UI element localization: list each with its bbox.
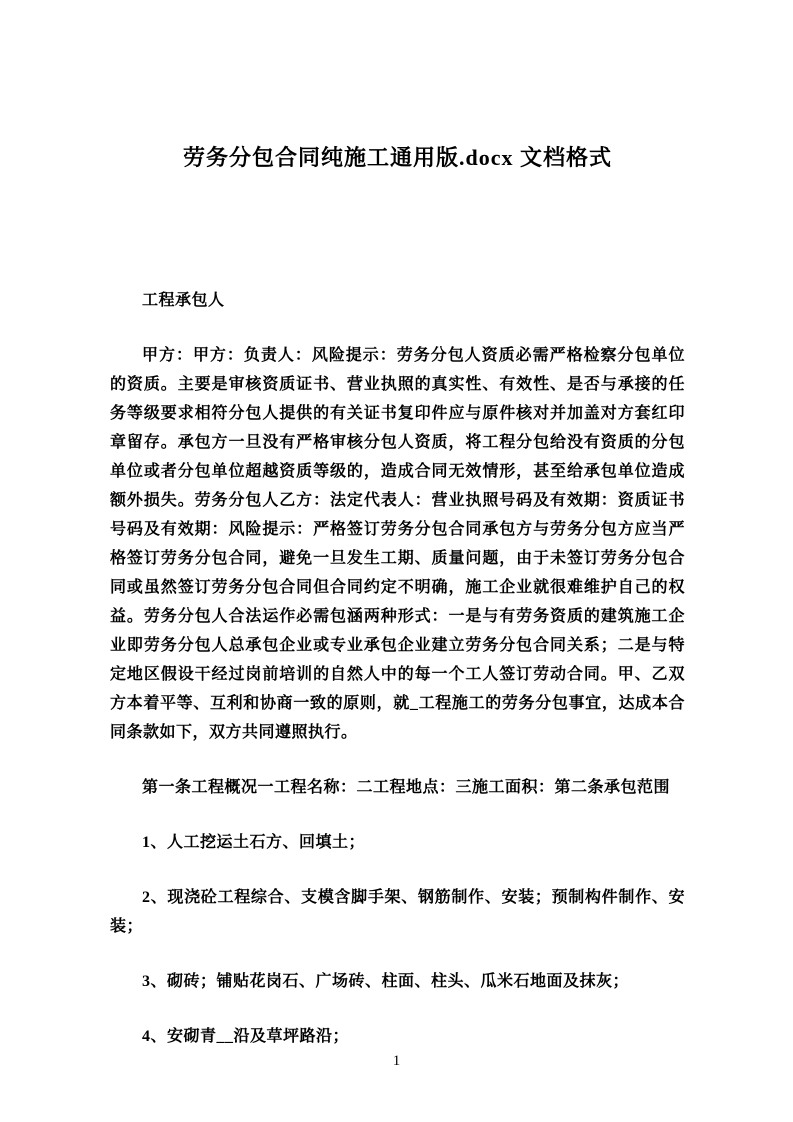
paragraph-list-item-3: 3、砌砖；铺贴花岗石、广场砖、柱面、柱头、瓜米石地面及抹灰； (142, 973, 630, 990)
page-number: 1 (392, 1053, 401, 1069)
paragraph-article-one: 第一条工程概况一工程名称：二工程地点：三施工面积：第二条承包范围 (142, 779, 671, 796)
paragraph-risk-notice: 甲方：甲方：负责人：风险提示：劳务分包人资质必需严格检察分包单位的资质。主要是审核资质证书、营业执照的真实性、有效性、是否与承接的任务等级要求相符分包人提供的有关证书复印件应与原件核对并加盖对方套红印章留存。承包方一旦没有严格审核分包人资质，将工程分包给没有资质的分包单位或者分包单位超越资质等级的，造成合同无效情形，甚至给承包单位造成额外损失。劳务分包人乙方：法定代表人：营业执照号码及有效期：资质证书号码及有效期：风险提示：严格签订劳务分包合同承包方与劳务分包方应当严格签订劳务分包合同，避免一旦发生工期、质量问题，由于未签订劳务分包合同或虽然签订劳务分包合同但合同约定不明确，施工企业就很难维护自己的权益。劳务分包人合法运作必需包涵两种形式：一是与有劳务资质的建筑施工企业即劳务分包人总承包企业或专业承包企业建立劳务分包合同关系；二是与特定地区假设干经过岗前培训的自然人中的每一个工人签订劳动合同。甲、乙双方本着平等、互利和协商一致的原则，就_工程施工的劳务分包事宜，达成本合同条款如下，双方共同遵照执行。 (110, 347, 685, 741)
document-title: 劳务分包合同纯施工通用版.docx 文档格式 (182, 145, 612, 170)
paragraph-list-item-4: 4、安砌青__沿及草坪路沿； (142, 1028, 350, 1045)
paragraph-list-item-2: 2、现浇砼工程综合、支模含脚手架、钢筋制作、安装；预制构件制作、安装； (110, 889, 685, 935)
paragraph-contractor: 工程承包人 (142, 292, 225, 309)
document-body (110, 286, 685, 1051)
paragraph-list-item-1: 1、人工挖运土石方、回填土； (142, 834, 366, 851)
